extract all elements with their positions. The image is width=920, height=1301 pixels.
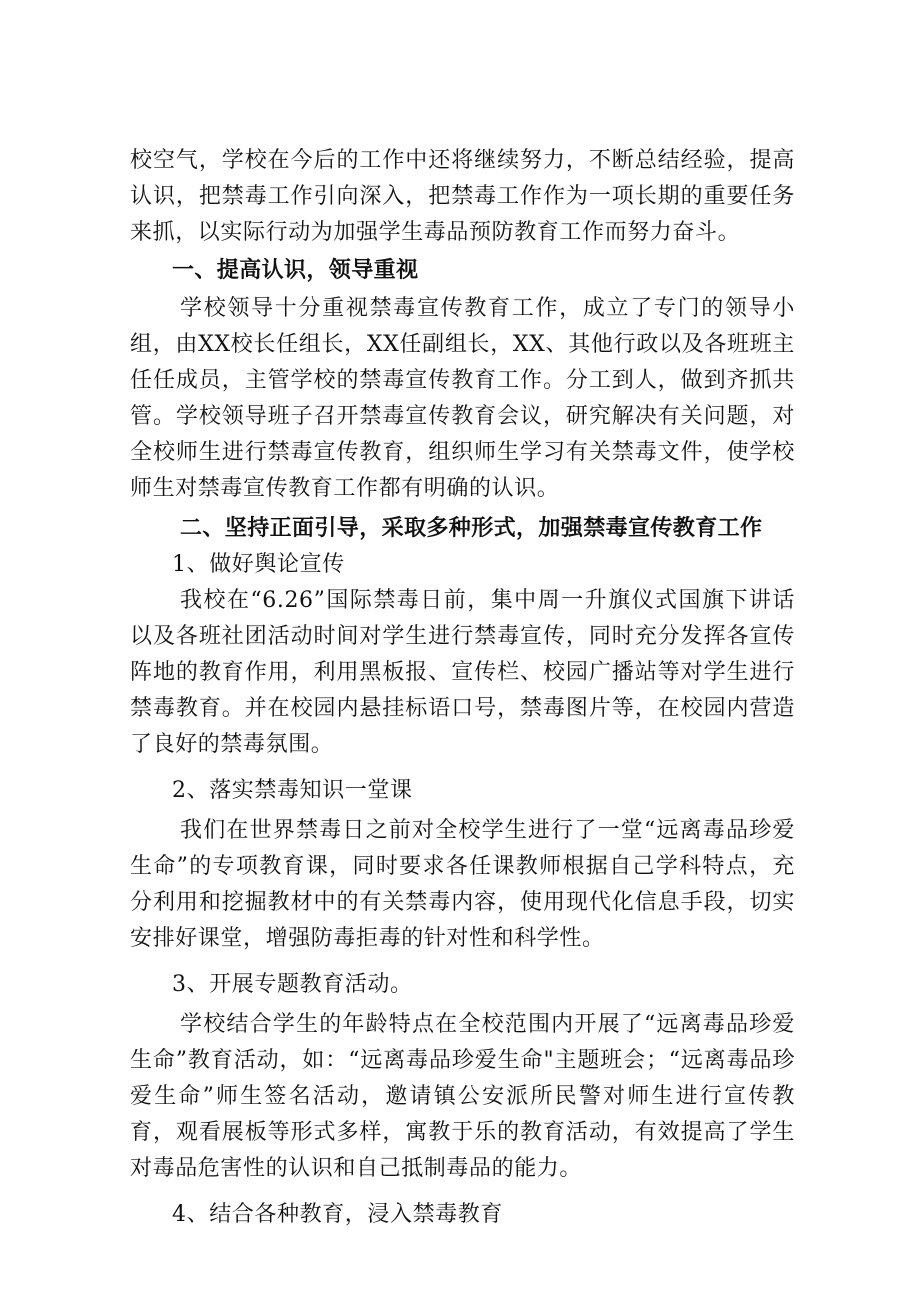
section1-paragraph: 学校领导十分重视禁毒宣传教育工作，成立了专门的领导小组，由XX校长任组长，XX任副组长，XX、其他行政以及各班班主任任成员，主管学校的禁毒宣传教育工作。分工到人，做到齐抓共管。学校领导班子召开禁毒宣传教育会议，研究解决有关问题，对全校师生进行禁毒宣传教育，组织师生学习有关禁毒文件，使学校师生对禁毒宣传教育工作都有明确的认识。 xyxy=(130,296,795,501)
subsection-paragraph-1: 我校在“6.26”国际禁毒日前，集中周一升旗仪式国旗下讲话以及各班社团活动时间对学生进行禁毒宣传，同时充分发挥各宣传阵地的教育作用，利用黑板报、宣传栏、校园广播站等对学生进行禁毒教育。并在校园内悬挂标语口号，禁毒图片等，在校园内营造了良好的禁毒氛围。 xyxy=(130,588,795,757)
subsection-title-2: 2、落实禁毒知识一堂课 xyxy=(172,778,413,803)
subsection-paragraph-3: 学校结合学生的年龄特点在全校范围内开展了“远离毒品珍爱生命”教育活动，如：“远离毒品珍爱生命"主题班会；“远离毒品珍爱生命”师生签名活动，邀请镇公安派所民警对师生进行宣传教育，观看展板等形式多样，寓教于乐的教育活动，有效提高了学生对毒品危害性的认识和自己抵制毒品的能力。 xyxy=(130,1012,795,1181)
document-body xyxy=(130,143,795,1233)
section-heading-1: 一、提高认识，领导重视 xyxy=(172,258,419,283)
subsection-paragraph-2: 我们在世界禁毒日之前对全校学生进行了一堂“远离毒品珍爱生命”的专项教育课，同时要求各任课教师根据自己学科特点，充分利用和挖掘教材中的有关禁毒内容，使用现代化信息手段，切实安排好课堂，增强防毒拒毒的针对性和科学性。 xyxy=(130,818,795,951)
subsection-title-4: 4、结合各种教育，浸入禁毒教育 xyxy=(172,1202,503,1227)
subsection-title-3: 3、开展专题教育活动。 xyxy=(172,972,413,997)
intro-paragraph: 校空气，学校在今后的工作中还将继续努力，不断总结经验，提高认识，把禁毒工作引向深入，把禁毒工作作为一项长期的重要任务来抓，以实际行动为加强学生毒品预防教育工作而努力奋斗。 xyxy=(130,148,795,245)
subsection-title-1: 1、做好舆论宣传 xyxy=(172,552,345,577)
section-heading-2: 二、坚持正面引导，采取多种形式，加强禁毒宣传教育工作 xyxy=(180,516,763,541)
